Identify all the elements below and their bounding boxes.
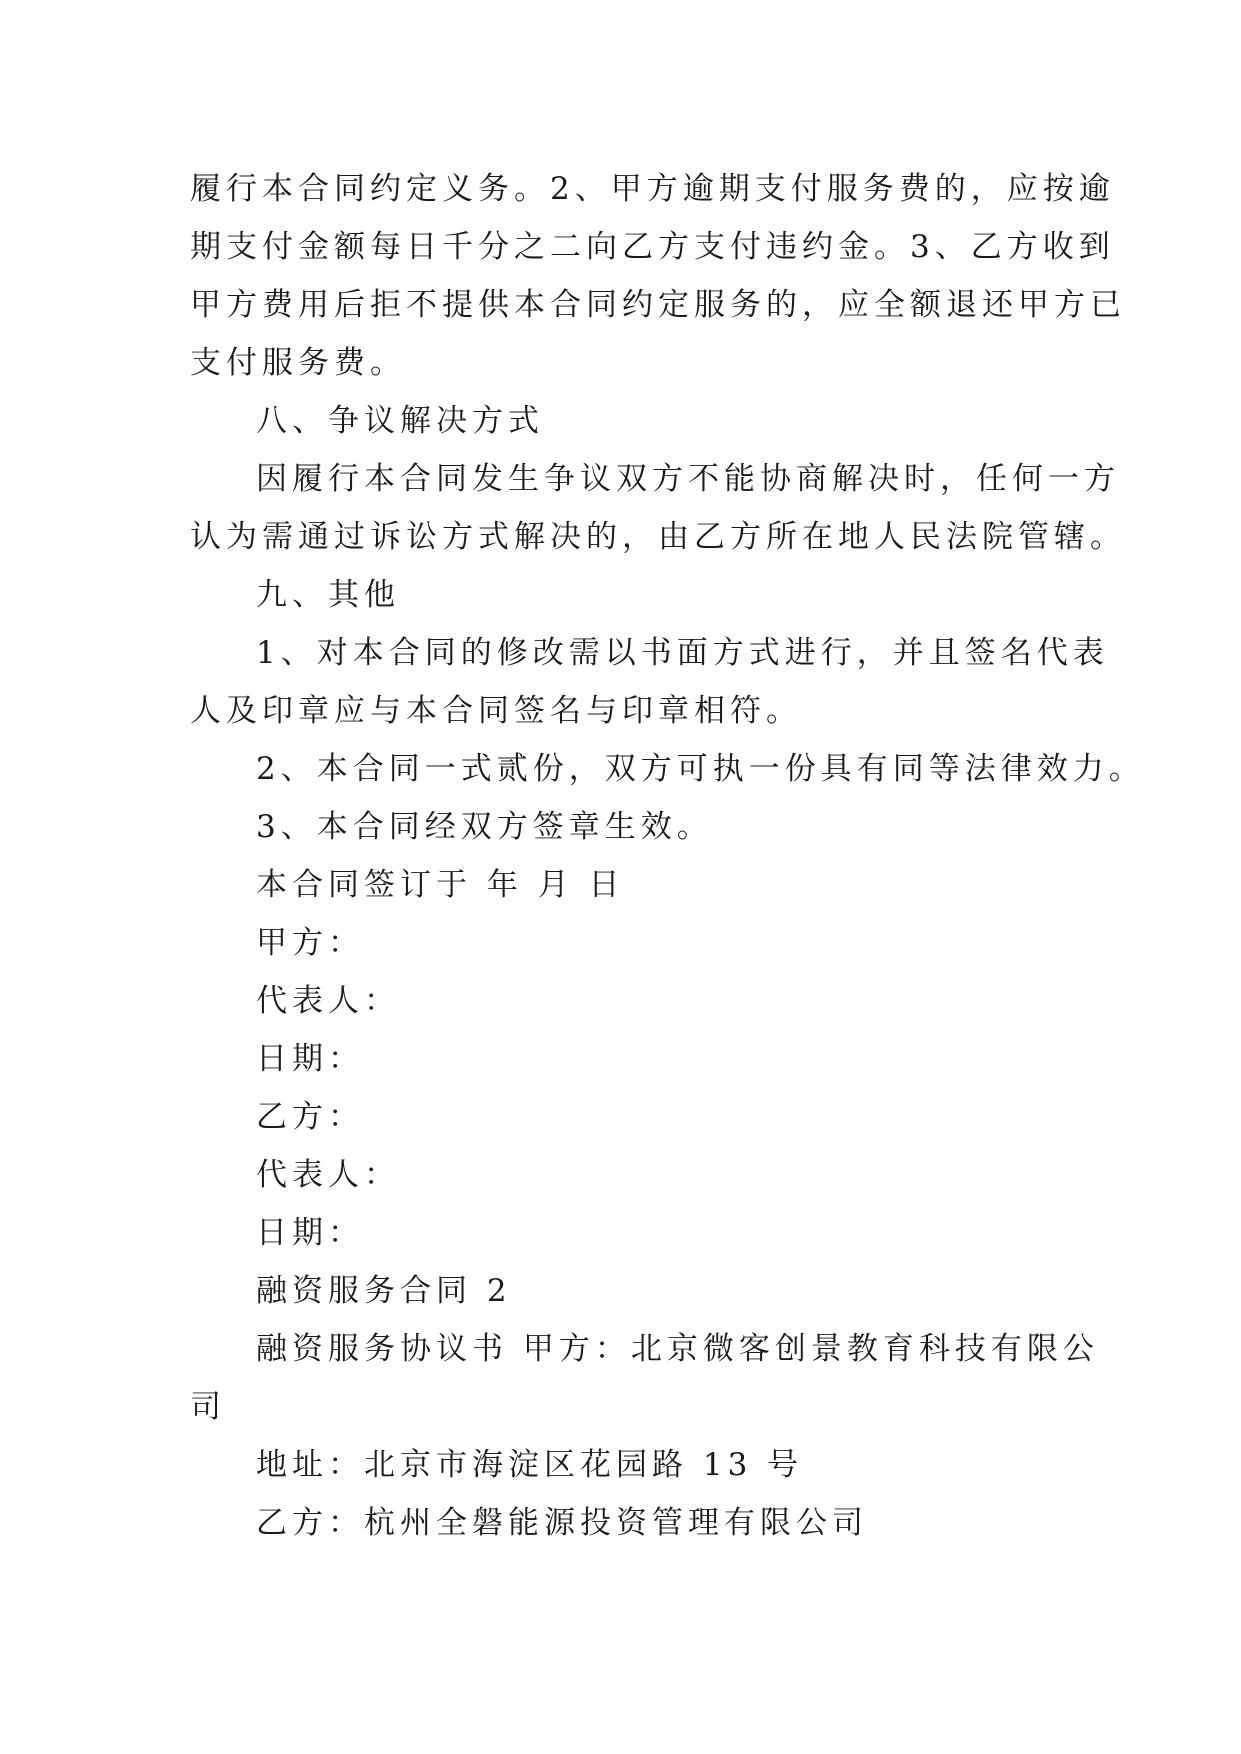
signing-date-line: 本合同签订于 年 月 日 xyxy=(256,867,625,903)
text-line: 甲方费用后拒不提供本合同约定服务的，应全额退还甲方已 xyxy=(190,287,1126,323)
text-line: 2、本合同一式贰份，双方可执一份具有同等法律效力。 xyxy=(256,751,1145,787)
text-line: 司 xyxy=(190,1389,226,1425)
text-line: 人及印章应与本合同签名与印章相符。 xyxy=(190,693,802,729)
text-line: 支付服务费。 xyxy=(190,345,406,381)
text-line: 融资服务协议书 甲方：北京微客创景教育科技有限公 xyxy=(256,1331,1099,1367)
party-b-representative-label: 代表人： xyxy=(256,1157,400,1193)
party-a-representative-label: 代表人： xyxy=(256,983,400,1019)
text-line: 因履行本合同发生争议双方不能协商解决时，任何一方 xyxy=(256,461,1120,497)
section-heading: 八、争议解决方式 xyxy=(256,403,544,439)
text-line: 认为需通过诉讼方式解决的，由乙方所在地人民法院管辖。 xyxy=(190,519,1126,555)
party-b-name-line: 乙方：杭州全磐能源投资管理有限公司 xyxy=(256,1505,868,1541)
text-line: 履行本合同约定义务。2、甲方逾期支付服务费的，应按逾 xyxy=(190,171,1115,207)
document-body xyxy=(190,160,1145,1552)
text-line: 1、对本合同的修改需以书面方式进行，并且签名代表 xyxy=(256,635,1109,671)
address-line: 地址：北京市海淀区花园路 13 号 xyxy=(256,1447,804,1483)
party-b-date-label: 日期： xyxy=(256,1215,364,1251)
section-heading: 九、其他 xyxy=(256,577,400,613)
party-b-label: 乙方： xyxy=(256,1099,364,1135)
party-a-label: 甲方： xyxy=(256,925,364,961)
text-line: 期支付金额每日千分之二向乙方支付违约金。3、乙方收到 xyxy=(190,229,1115,265)
party-a-date-label: 日期： xyxy=(256,1041,364,1077)
contract-title: 融资服务合同 2 xyxy=(256,1273,512,1309)
text-line: 3、本合同经双方签章生效。 xyxy=(256,809,713,845)
